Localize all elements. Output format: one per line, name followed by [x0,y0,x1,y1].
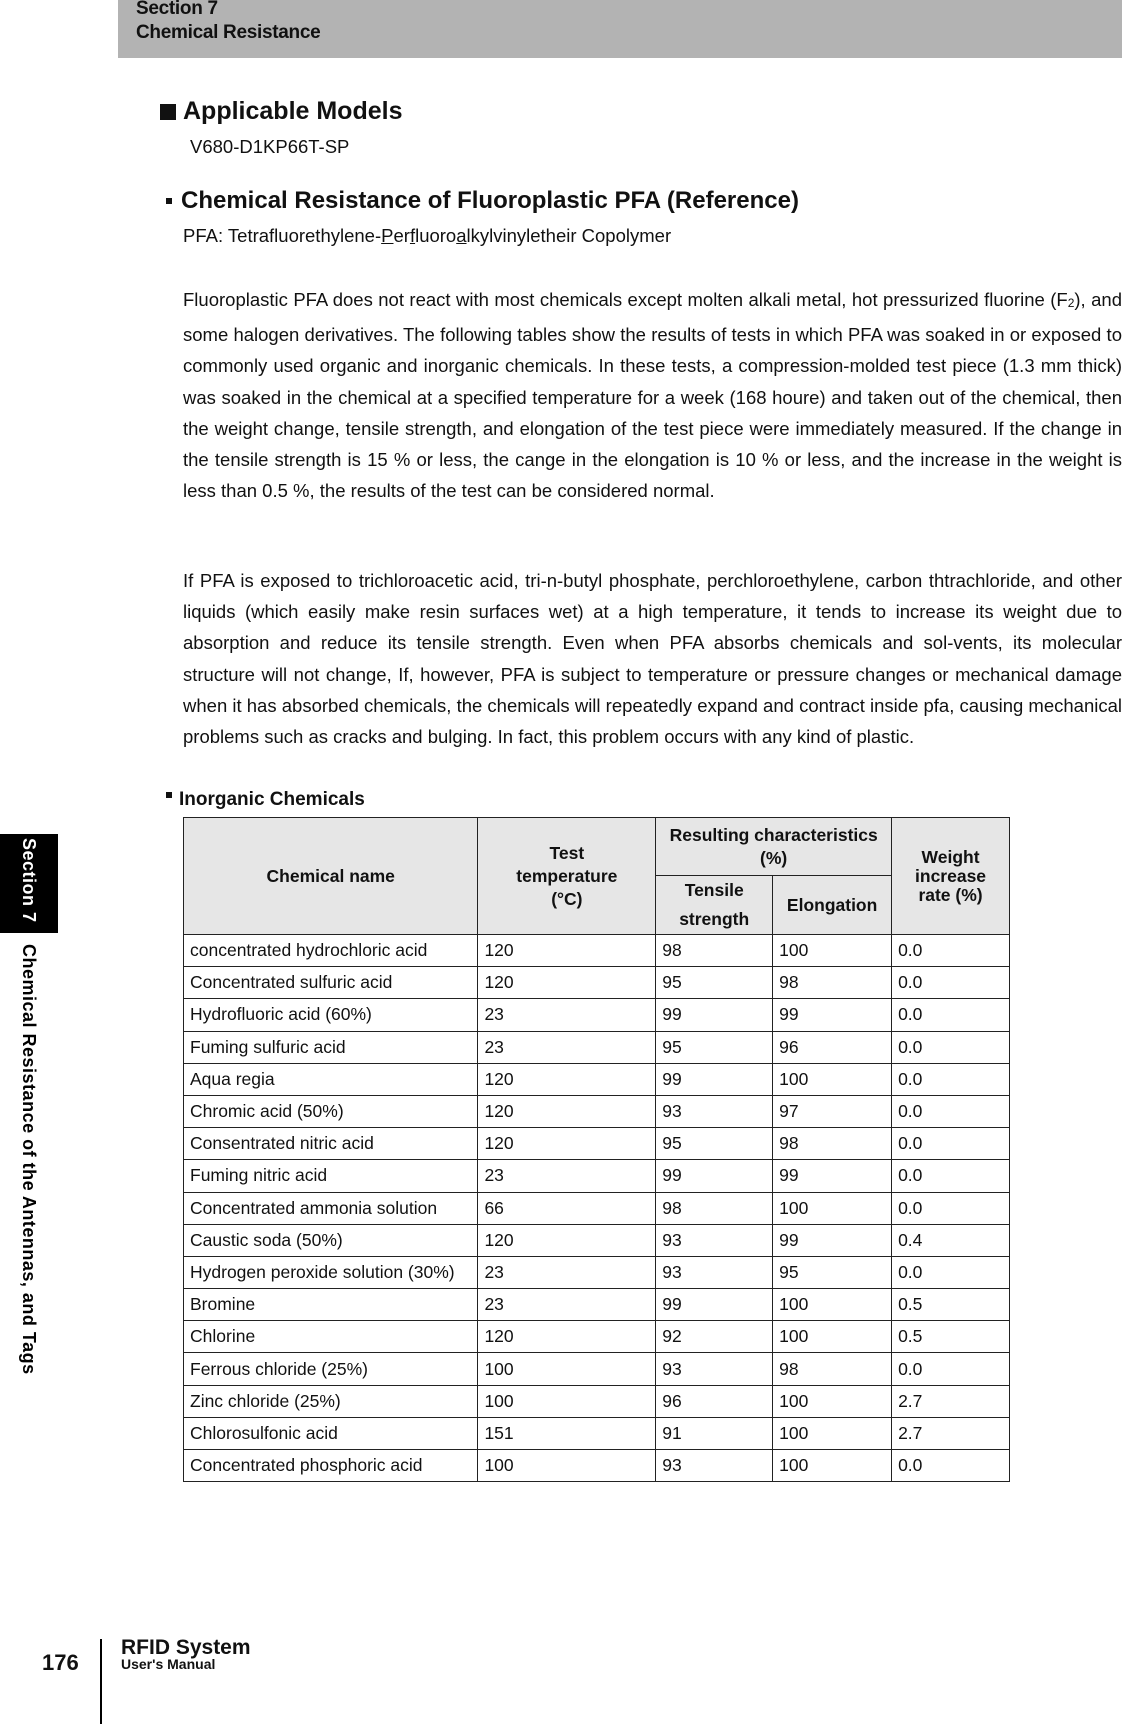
table-row [184,1256,1010,1288]
col-test-temperature: Test temperature (°C) [478,818,656,935]
col-weight-increase: Weight increase rate (%) [892,818,1010,935]
table-cell: 0.5 [892,1321,1010,1353]
col-chemical-name: Chemical name [184,818,478,935]
table-cell: Concentrated ammonia solution [184,1192,478,1224]
table-cell: Hydrofluoric acid (60%) [184,999,478,1031]
table-cell: 0.0 [892,1450,1010,1482]
footer-manual: User's Manual [121,1656,216,1672]
table-cell: 100 [773,1063,892,1095]
col-resulting-characteristics: Resulting characteristics (%) [656,818,892,876]
table-cell: Concentrated sulfuric acid [184,967,478,999]
square-bullet-icon [160,104,176,120]
section-number: Section 7 [136,0,218,19]
table-cell: 99 [656,1289,773,1321]
pfa-heading [166,187,799,215]
table-cell: Hydrogen peroxide solution (30%) [184,1256,478,1288]
table-cell: 0.4 [892,1224,1010,1256]
table-cell: 100 [773,1417,892,1449]
table-cell: 0.0 [892,1256,1010,1288]
heading-text: Inorganic Chemicals [179,789,365,810]
table-row [184,999,1010,1031]
table-cell: 0.0 [892,1353,1010,1385]
col-tensile-strength: Tensile strength [656,876,773,935]
table-cell: 95 [773,1256,892,1288]
table-cell: 0.0 [892,1160,1010,1192]
table-cell: 120 [478,935,656,967]
table-cell: 99 [773,1224,892,1256]
table-row [184,1450,1010,1482]
table-cell: 100 [773,935,892,967]
applicable-models-heading [160,97,402,126]
table-cell: 96 [773,1031,892,1063]
table-cell: 0.0 [892,1031,1010,1063]
table-cell: 99 [773,999,892,1031]
table-cell: 120 [478,1063,656,1095]
heading-text: Chemical Resistance of Fluoroplastic PFA (Reference) [181,187,799,214]
table-cell: 0.0 [892,1192,1010,1224]
side-tab-section-label: Section 7 [19,838,39,923]
inorganic-chemicals-table [183,817,1010,1482]
table-cell: 100 [773,1192,892,1224]
table-cell: 95 [656,1031,773,1063]
table-row [184,1095,1010,1127]
table-cell: 99 [773,1160,892,1192]
table-cell: 0.0 [892,1095,1010,1127]
table-cell: 98 [773,1128,892,1160]
table-cell: Fuming nitric acid [184,1160,478,1192]
table-cell: Chlorine [184,1321,478,1353]
table-cell: 100 [773,1450,892,1482]
inorganic-heading [166,789,365,811]
table-cell: 99 [656,1063,773,1095]
table-cell: 0.0 [892,1063,1010,1095]
model-name: V680-D1KP66T-SP [190,136,350,157]
footer-divider [100,1639,102,1724]
section-header [118,0,1122,58]
pfa-definition [183,225,671,247]
table-cell: 23 [478,1256,656,1288]
table-cell: 120 [478,1095,656,1127]
table-row [184,1289,1010,1321]
text: P [381,225,394,246]
text: er [393,225,410,246]
text: lkylvinyletheir Copolymer [466,225,672,246]
table-cell: 120 [478,1128,656,1160]
section-title: Chemical Resistance [136,22,321,43]
table-cell: Zinc chloride (25%) [184,1385,478,1417]
table-row [184,1063,1010,1095]
col-elongation: Elongation [773,876,892,935]
table-cell: 98 [656,935,773,967]
table-cell: 93 [656,1353,773,1385]
text: a [456,225,467,246]
table-cell: 93 [656,1224,773,1256]
text: f [409,225,416,246]
text: luoro [415,225,457,246]
table-cell: 0.0 [892,999,1010,1031]
table-cell: 97 [773,1095,892,1127]
text: PFA: Tetrafluorethylene- [183,225,382,246]
table-row [184,1192,1010,1224]
table-cell: 120 [478,1321,656,1353]
bullet-icon [166,198,172,204]
table-cell: 93 [656,1450,773,1482]
table-cell: 120 [478,967,656,999]
table-cell: Ferrous chloride (25%) [184,1353,478,1385]
table-cell: 95 [656,967,773,999]
table-cell: 93 [656,1095,773,1127]
table-row [184,1160,1010,1192]
table-cell: concentrated hydrochloric acid [184,935,478,967]
table-cell: 100 [478,1450,656,1482]
text: Fluoroplastic PFA does not react with most chemicals except molten alkali metal, hot pressurized fluorine (F [183,289,1068,310]
table-row [184,1321,1010,1353]
heading-text: Applicable Models [183,97,403,125]
table-cell: 100 [478,1385,656,1417]
table-cell: 98 [656,1192,773,1224]
table-cell: Aqua regia [184,1063,478,1095]
subscript: 2 [1067,296,1075,310]
bullet-icon [166,792,172,798]
table-cell: 91 [656,1417,773,1449]
table-cell: 92 [656,1321,773,1353]
table-cell: 66 [478,1192,656,1224]
footer-product: RFID System [121,1636,251,1659]
table-row [184,1385,1010,1417]
table-cell: 100 [773,1321,892,1353]
table-cell: 99 [656,999,773,1031]
table-cell: Concentrated phosphoric acid [184,1450,478,1482]
table-cell: 0.5 [892,1289,1010,1321]
table-cell: 2.7 [892,1385,1010,1417]
table-cell: 100 [773,1385,892,1417]
table-cell: 2.7 [892,1417,1010,1449]
table-cell: Caustic soda (50%) [184,1224,478,1256]
table-cell: Chromic acid (50%) [184,1095,478,1127]
table-row [184,935,1010,967]
text: ), and some halogen derivatives. The following tables show the results of tests in which PFA was soaked in or exposed to commonly used organic and inorganic chemicals. In these tests, a compression-molded test piece (1.3 mm thick) was soaked in the chemical at a specified temperature for a week (168 houre) and taken out of the chemical, then the weight change, tensile strength, and elongation of the test piece were immediately measured. If the change in the tensile strength is 15 % or less, the cange in the elongation is 10 % or less, and the increase in the weight is less than 0.5 %, the results of the test can be considered normal. [183,289,1122,502]
paragraph-2: If PFA is exposed to trichloroacetic acid, tri-n-butyl phosphate, perchloroethylene, carbon thtrachloride, and other liquids (which easily make resin surfaces wet) at a high temperature, it tends to increase its weight due to absorption and reduce its tensile strength. Even when PFA absorbs chemicals and sol-vents, its molecular structure will not change, If, however, PFA is subject to temperature or pressure changes or mechanical damage when it has absorbed chemicals, the chemicals will repeatedly expand and contract inside pfa, causing mechanical problems such as cracks and bulging. In fact, this problem occurs with any kind of plastic. [183,570,1122,748]
table-cell: 23 [478,1160,656,1192]
table-cell: 98 [773,967,892,999]
table-cell: 23 [478,1289,656,1321]
table-row [184,1417,1010,1449]
table-row [184,967,1010,999]
paragraph-1 [183,284,1122,506]
table-cell: 23 [478,1031,656,1063]
table-row [184,1224,1010,1256]
table-cell: 0.0 [892,1128,1010,1160]
table-cell: Bromine [184,1289,478,1321]
table-row [184,1353,1010,1385]
table-cell: 100 [773,1289,892,1321]
side-tab-title: Chemical Resistance of the Antennas, and Tags [19,944,39,1375]
table-row [184,1031,1010,1063]
table-cell: 120 [478,1224,656,1256]
table-cell: 100 [478,1353,656,1385]
table-row [184,1128,1010,1160]
table-cell: 96 [656,1385,773,1417]
table-cell: 93 [656,1256,773,1288]
table-cell: Chlorosulfonic acid [184,1417,478,1449]
table-cell: 95 [656,1128,773,1160]
table-cell: 99 [656,1160,773,1192]
table-cell: 98 [773,1353,892,1385]
table-cell: Fuming sulfuric acid [184,1031,478,1063]
table-cell: 0.0 [892,935,1010,967]
table-cell: Consentrated nitric acid [184,1128,478,1160]
page-number: 176 [42,1650,79,1675]
table-cell: 23 [478,999,656,1031]
table-cell: 0.0 [892,967,1010,999]
table-cell: 151 [478,1417,656,1449]
